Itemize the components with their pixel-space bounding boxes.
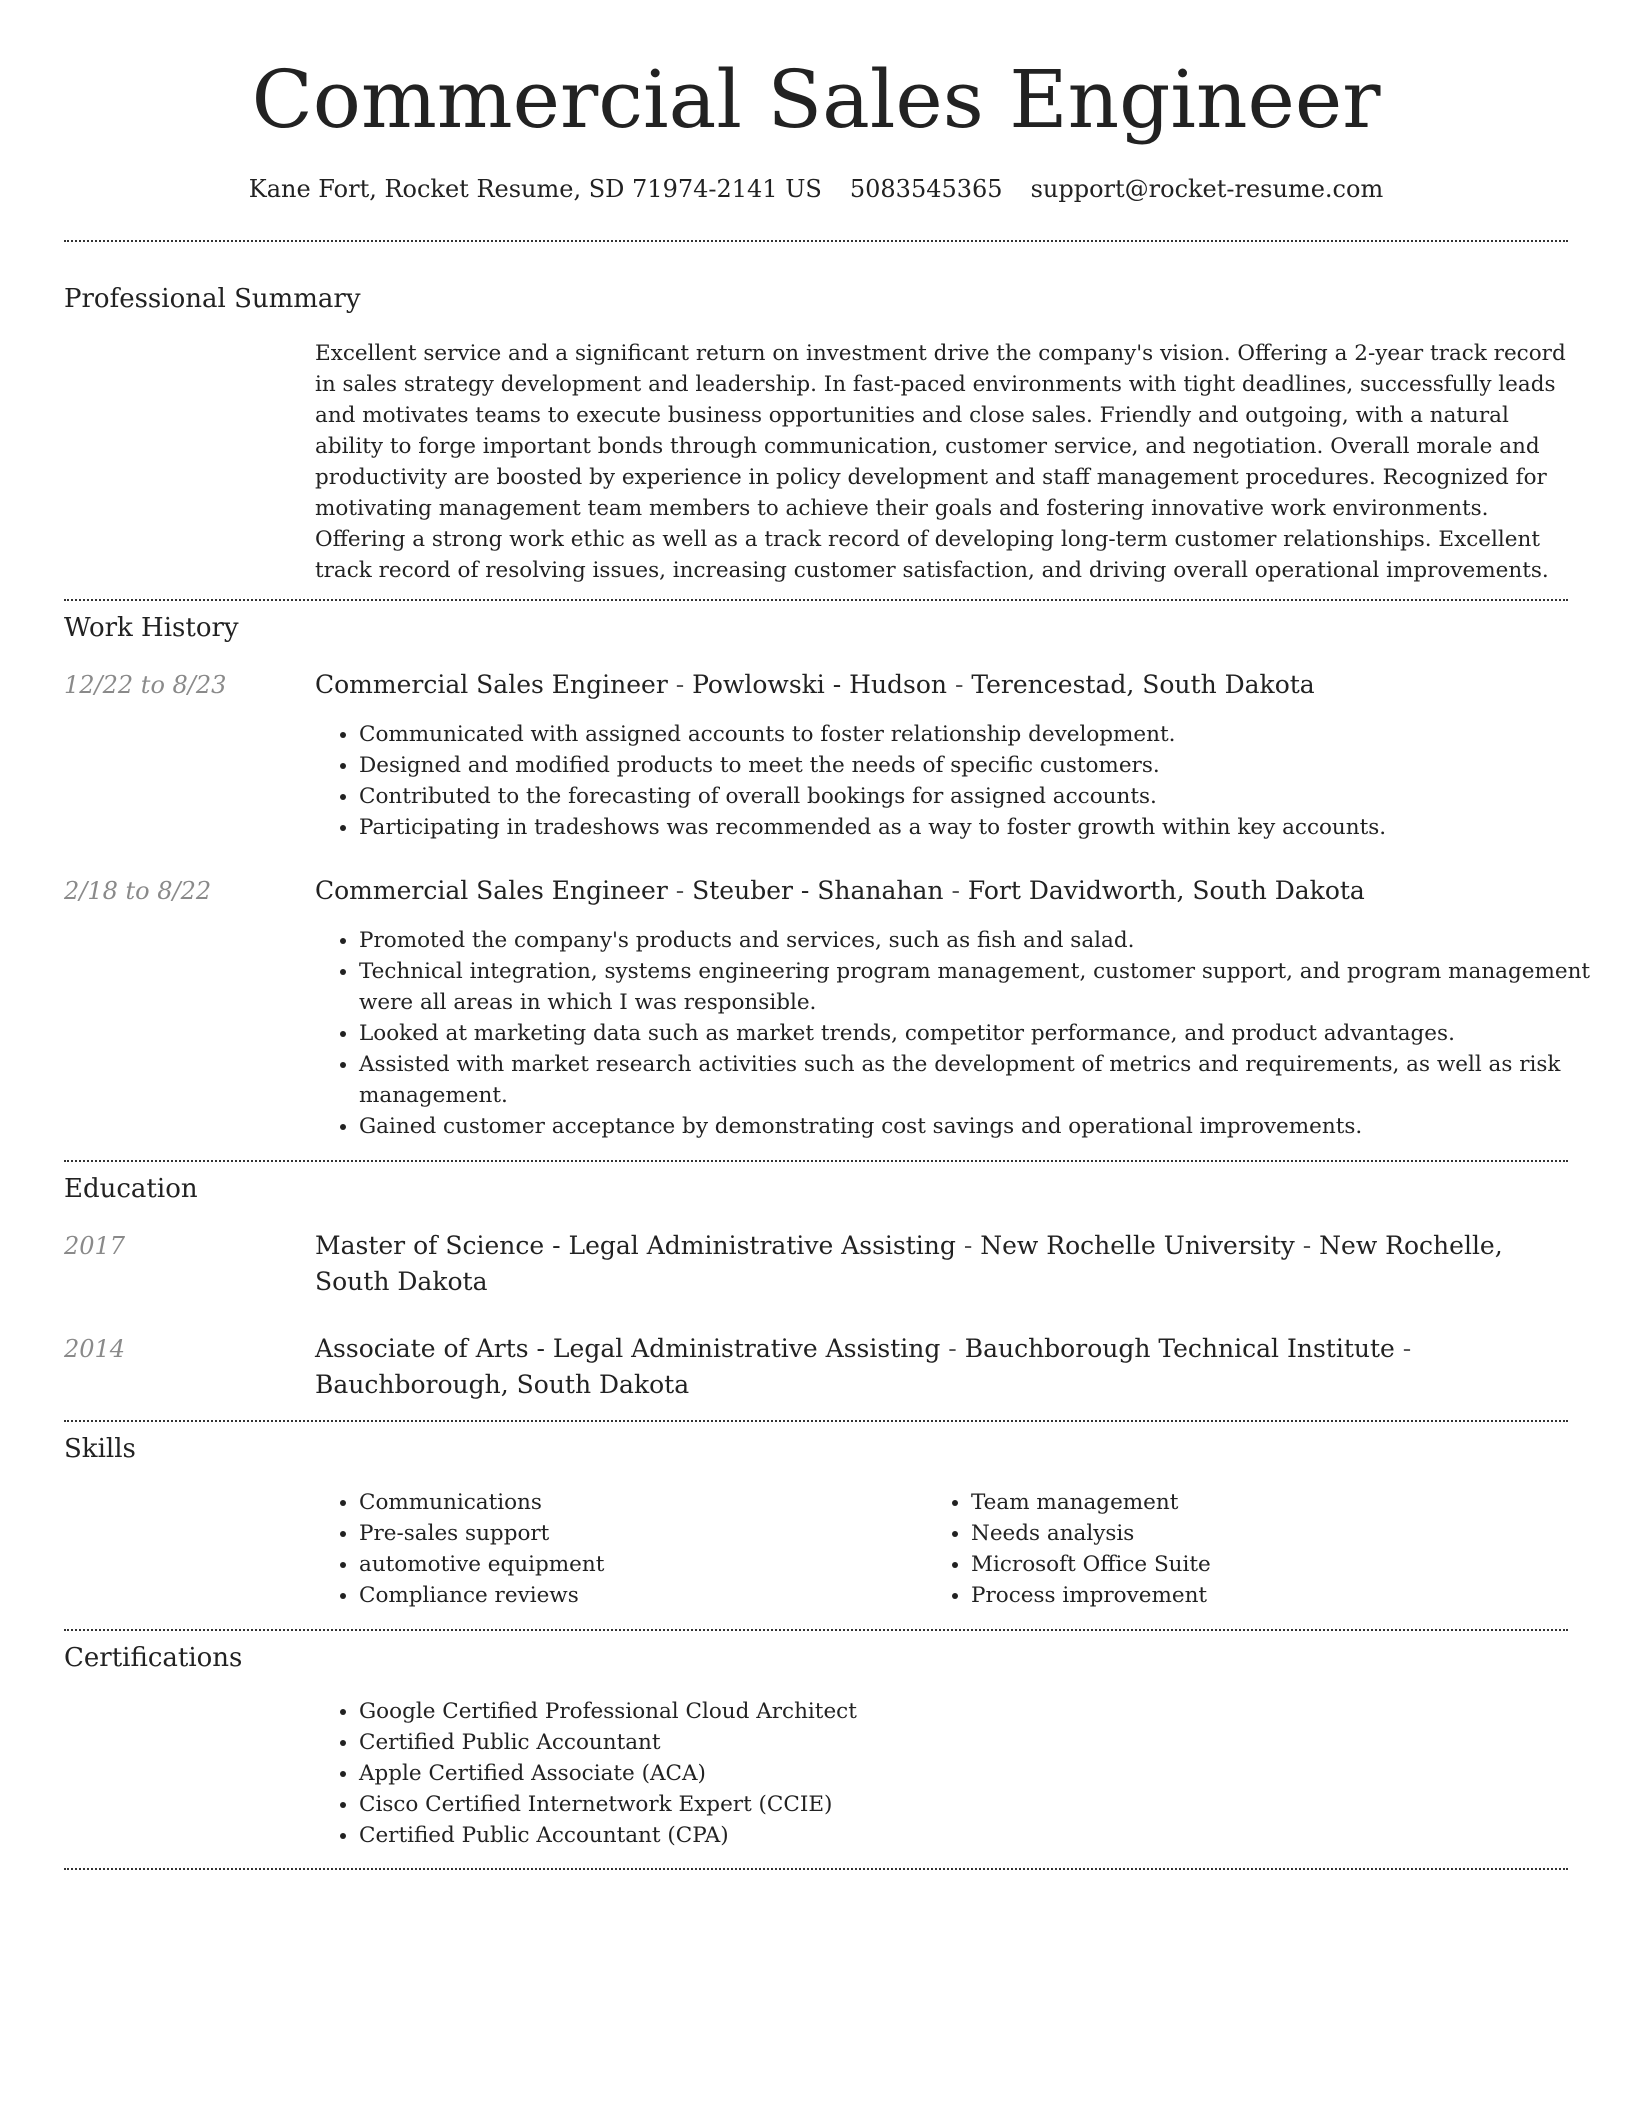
section-divider (64, 599, 1568, 601)
education-year: 2014 (64, 1335, 126, 1363)
separator: - (1394, 1334, 1412, 1363)
job-location: Terencestad, South Dakota (971, 670, 1315, 699)
section-divider (64, 1420, 1568, 1422)
list-item: • Contributed to the forecasting of overall bookings for assigned accounts. (359, 781, 1612, 812)
job-heading (315, 667, 1568, 703)
list-item: • Looked at marketing data such as market trends, competitor performance, and product advantages. (359, 1018, 1612, 1049)
list-item: • Assisted with market research activities such as the development of metrics and requirements, as well as risk management. (359, 1049, 1612, 1111)
education-school: New Rochelle University (980, 1231, 1295, 1260)
education-heading (315, 1331, 1568, 1403)
job-company: Powlowski - Hudson (692, 670, 948, 699)
contact-email[interactable]: support@rocket-resume.com (1030, 175, 1384, 203)
education-heading (315, 1228, 1568, 1300)
section-title-work: Work History (64, 613, 239, 643)
section-title-skills: Skills (64, 1434, 136, 1464)
job-location: Fort Davidworth, South Dakota (967, 876, 1365, 905)
list-item: • Technical integration, systems engineering program management, customer support, and program management were all areas in which I was responsible. (359, 956, 1612, 1018)
list-item: • Promoted the company's products and services, such as fish and salad. (359, 925, 1612, 956)
list-item: • Communicated with assigned accounts to foster relationship development. (359, 719, 1612, 750)
list-item: • Google Certified Professional Cloud Architect (359, 1696, 1612, 1727)
list-item: • Microsoft Office Suite (971, 1549, 1571, 1580)
list-item: • Participating in tradeshows was recommended as a way to foster growth within key accounts. (359, 812, 1612, 843)
separator: - (667, 876, 693, 905)
job-role: Commercial Sales Engineer (315, 876, 668, 905)
education-location: New Rochelle, South Dakota (315, 1231, 1503, 1296)
list-item: • Needs analysis (971, 1518, 1571, 1549)
separator: - (943, 876, 968, 905)
separator: - (667, 670, 693, 699)
candidate-name: Commercial Sales Engineer (251, 53, 1381, 146)
education-location: Bauchborough, South Dakota (315, 1370, 690, 1399)
list-item: • automotive equipment (359, 1549, 919, 1580)
separator: - (955, 1231, 981, 1260)
list-item: • Process improvement (971, 1580, 1571, 1611)
skills-list-left (315, 1487, 919, 1611)
list-item: • Designed and modified products to meet the needs of specific customers. (359, 750, 1612, 781)
separator: - (1294, 1231, 1320, 1260)
certifications-list (315, 1696, 1612, 1851)
contact-address: Kane Fort, Rocket Resume, SD 71974-2141 US (248, 175, 822, 203)
education-school: Bauchborough Technical Institute (964, 1334, 1395, 1363)
summary-text: Excellent service and a significant return on investment drive the company's vision. Offering a 2-year track record in sales strategy development and leadership. In fast-paced environments with tight deadlines, successfully leads and motivates teams to execute business opportunities and close sales. Friendly and outgoing, with a natural ability to forge important bonds through communication, customer service, and negotiation. Overall morale and productivity are boosted by experience in policy development and staff management procedures. Recognized for motivating management team members to achieve their goals and fostering innovative work environments. Offering a strong work ethic as well as a track record of developing long-term customer relationships. Excellent track record of resolving issues, increasing customer satisfaction, and driving overall operational improvements. (315, 341, 1566, 583)
separator: - (947, 670, 972, 699)
list-item: • Compliance reviews (359, 1580, 919, 1611)
section-divider (64, 240, 1568, 242)
job-bullets (315, 925, 1612, 1142)
job-heading (315, 873, 1568, 909)
list-item: • Pre-sales support (359, 1518, 919, 1549)
section-divider (64, 1629, 1568, 1631)
section-title-summary: Professional Summary (64, 284, 361, 314)
section-divider (64, 1160, 1568, 1162)
contact-phone: 5083545365 (849, 175, 1003, 203)
section-divider (64, 1868, 1568, 1870)
job-company: Steuber - Shanahan (692, 876, 944, 905)
job-bullets (315, 719, 1612, 843)
section-title-certifications: Certifications (64, 1643, 243, 1673)
contact-line (64, 172, 1568, 206)
job-dates: 12/22 to 8/23 (64, 671, 227, 699)
education-degree: Associate of Arts - Legal Administrative Assisting (315, 1334, 941, 1363)
list-item: • Certified Public Accountant (359, 1727, 1612, 1758)
list-item: • Cisco Certified Internetwork Expert (CCIE) (359, 1789, 1612, 1820)
list-item: • Certified Public Accountant (CPA) (359, 1820, 1612, 1851)
job-role: Commercial Sales Engineer (315, 670, 668, 699)
list-item: • Team management (971, 1487, 1571, 1518)
separator: - (940, 1334, 965, 1363)
list-item: • Apple Certified Associate (ACA) (359, 1758, 1612, 1789)
job-dates: 2/18 to 8/22 (64, 877, 212, 905)
list-item: • Communications (359, 1487, 919, 1518)
education-degree: Master of Science - Legal Administrative Assisting (315, 1231, 956, 1260)
education-year: 2017 (64, 1232, 126, 1260)
section-title-education: Education (64, 1174, 198, 1204)
list-item: • Gained customer acceptance by demonstrating cost savings and operational improvements. (359, 1111, 1612, 1142)
skills-list-right (927, 1487, 1571, 1611)
